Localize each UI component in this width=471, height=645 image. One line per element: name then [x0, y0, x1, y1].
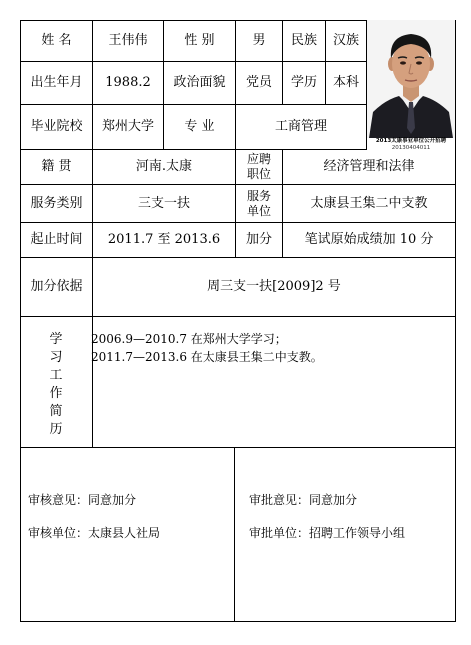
- service-unit-label: 服务 单位: [246, 188, 271, 218]
- origin-value: 河南.太康: [135, 159, 193, 174]
- major-label: 专 业: [184, 119, 215, 134]
- period-label: 起止时间: [30, 232, 83, 247]
- school-label: 毕业院校: [30, 119, 83, 134]
- school-value: 郑州大学: [101, 119, 154, 134]
- resume-line: 2006.9—2010.7 在郑州大学学习；: [91, 332, 287, 346]
- applied-post-value: 经济管理和法律: [323, 159, 415, 174]
- review-opinion: 审核意见：同意加分: [28, 493, 137, 507]
- applied-post-label: 应聘 职位: [246, 152, 271, 181]
- political-label: 政治面貌: [173, 75, 226, 90]
- education-label: 学历: [290, 75, 317, 90]
- ethnicity-value: 汉族: [332, 33, 359, 48]
- bonus-label: 加分: [245, 232, 272, 247]
- photo-caption-id: 20130404011: [391, 145, 431, 150]
- period-value: 2011.7 至 2013.6: [107, 232, 221, 247]
- resume-label-char: 工: [49, 368, 63, 383]
- birth-value: 1988.2: [105, 75, 151, 90]
- major-value: 工商管理: [274, 119, 327, 134]
- review-unit: 审核单位：太康县人社局: [28, 526, 161, 540]
- photo-caption-title: 2013太康事业单位公开招聘: [375, 138, 447, 144]
- resume-label-char: 简: [49, 404, 63, 419]
- applicant-photo: [367, 20, 455, 150]
- education-value: 本科: [332, 75, 359, 90]
- name-value: 王伟伟: [108, 33, 148, 48]
- resume-label-char: 习: [49, 350, 63, 365]
- bonus-basis-label: 加分依据: [30, 279, 83, 294]
- birth-label: 出生年月: [30, 75, 83, 90]
- ethnicity-label: 民族: [290, 33, 317, 48]
- origin-label: 籍 贯: [41, 159, 72, 174]
- political-value: 党员: [245, 75, 272, 90]
- name-label: 姓 名: [41, 33, 72, 48]
- resume-line: 2011.7—2013.6 在太康县王集二中支教。: [91, 350, 323, 364]
- approve-opinion: 审批意见：同意加分: [249, 493, 358, 507]
- bonus-value: 笔试原始成绩加 10 分: [304, 232, 434, 247]
- resume-label-char: 作: [49, 386, 63, 401]
- service-type-value: 三支一扶: [137, 195, 190, 211]
- resume-label-char: 历: [49, 422, 63, 437]
- service-unit-value: 太康县王集二中支教: [310, 195, 428, 211]
- approve-unit: 审批单位：招聘工作领导小组: [249, 526, 406, 540]
- bonus-basis-value: 周三支一扶[2009]2 号: [207, 279, 341, 294]
- gender-value: 男: [252, 33, 266, 48]
- gender-label: 性 别: [184, 33, 215, 48]
- portrait-image: [367, 20, 455, 138]
- service-type-label: 服务类别: [30, 195, 83, 211]
- resume-label-char: 学: [49, 332, 63, 347]
